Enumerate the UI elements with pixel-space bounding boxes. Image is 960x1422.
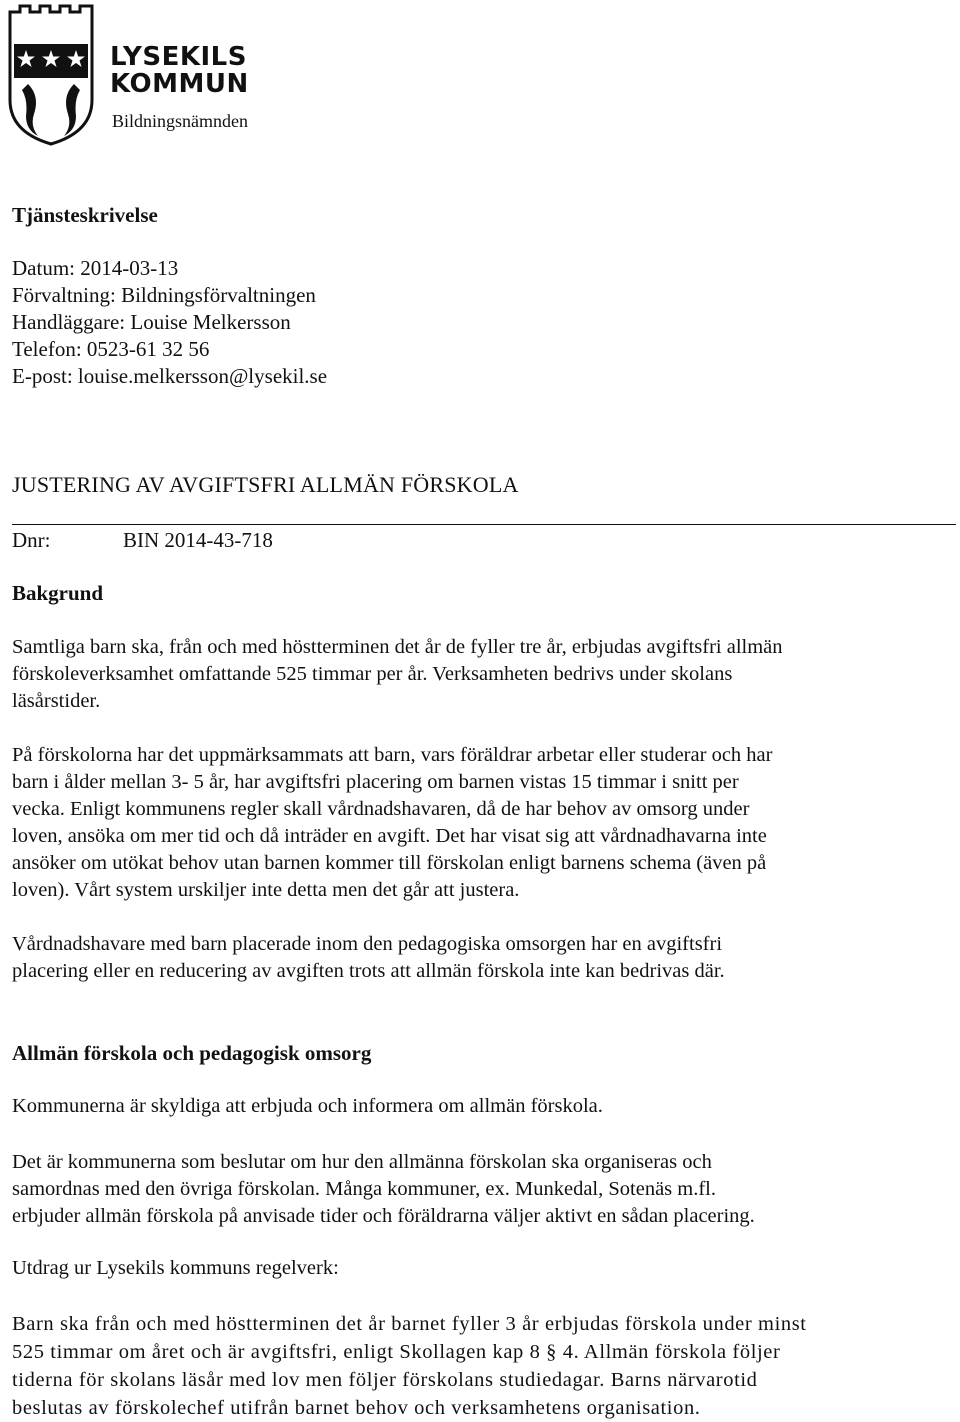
paragraph-line: loven, ansöka om mer tid och då inträder en avgift. Det har visat sig att vårdnadhavarna inte <box>12 825 767 847</box>
paragraph-line: förskoleverksamhet omfattande 525 timmar per år. Verksamheten bedrivs under skolans <box>12 663 733 685</box>
organization-name <box>110 44 249 98</box>
section-heading-general-preschool: Allmän förskola och pedagogisk omsorg <box>12 1041 372 1065</box>
paragraph-1 <box>12 634 947 715</box>
paragraph-line: Barn ska från och med höstterminen det år barnet fyller 3 år erbjudas förskola under minst <box>12 1313 807 1335</box>
paragraph-line: samordnas med den övriga förskolan. Många kommuner, ex. Munkedal, Sotenäs m.fl. <box>12 1178 716 1200</box>
document-title: JUSTERING AV AVGIFTSFRI ALLMÄN FÖRSKOLA <box>12 472 519 497</box>
document-type: Tjänsteskrivelse <box>12 203 158 227</box>
paragraph-line: tiderna för skolans läsår med lov men följer förskolans studiedagar. Barns närvarotid <box>12 1369 758 1391</box>
paragraph-line: Vårdnadshavare med barn placerade inom den pedagogiska omsorgen har en avgiftsfri <box>12 933 723 955</box>
meta-department: Förvaltning: Bildningsförvaltningen <box>12 283 316 307</box>
department-name: Bildningsnämnden <box>112 111 248 131</box>
dnr-value: BIN 2014-43-718 <box>123 528 273 552</box>
paragraph-line: placering eller en reducering av avgiften trots att allmän förskola inte kan bedrivas där. <box>12 960 725 982</box>
meta-email: E-post: louise.melkersson@lysekil.se <box>12 364 328 388</box>
paragraph-5 <box>12 1149 947 1230</box>
paragraph-line: barn i ålder mellan 3- 5 år, har avgiftsfri placering om barnen vistas 15 timmar i snitt per <box>12 771 739 793</box>
paragraph-line: Samtliga barn ska, från och med höstterminen det år de fyller tre år, erbjudas avgiftsfri allmän <box>12 636 783 658</box>
paragraph-line: ansöker om utökat behov utan barnen kommer till förskolan enligt barnens schema (även på <box>12 852 767 874</box>
paragraph-line: erbjuder allmän förskola på anvisade tider och föräldrarna väljer aktivt en sådan placering. <box>12 1205 755 1227</box>
paragraph-line: På förskolorna har det uppmärksammats att barn, vars föräldrar arbetar eller studerar och har <box>12 744 773 766</box>
meta-handler: Handläggare: Louise Melkersson <box>12 310 291 334</box>
organization-name-line1: LYSEKILS <box>110 42 247 72</box>
section-heading-background: Bakgrund <box>12 581 104 605</box>
paragraph-4: Kommunerna är skyldiga att erbjuda och informera om allmän förskola. <box>12 1095 603 1117</box>
title-divider <box>12 524 956 525</box>
paragraph-line: 525 timmar om året och är avgiftsfri, enligt Skollagen kap 8 § 4. Allmän förskola följer <box>12 1341 781 1363</box>
organization-name-line2: KOMMUN <box>110 69 249 99</box>
paragraph-line: vecka. Enligt kommunens regler skall vårdnadshavaren, då de har behov av omsorg under <box>12 798 750 820</box>
paragraph-2 <box>12 742 947 904</box>
paragraph-line: läsårstider. <box>12 690 101 712</box>
paragraph-line: Det är kommunerna som beslutar om hur den allmänna förskolan ska organiseras och <box>12 1151 712 1173</box>
paragraph-line: beslutas av förskolechef utifrån barnet behov och verksamhetens organisation. <box>12 1397 701 1419</box>
paragraph-6: Utdrag ur Lysekils kommuns regelverk: <box>12 1257 339 1279</box>
meta-date: Datum: 2014-03-13 <box>12 256 179 280</box>
paragraph-3 <box>12 931 947 985</box>
municipality-coat-of-arms <box>6 4 96 146</box>
meta-phone: Telefon: 0523-61 32 56 <box>12 337 210 361</box>
dnr-label: Dnr: <box>12 528 51 552</box>
paragraph-line: loven). Vårt system urskiljer inte detta men det går att justera. <box>12 879 520 901</box>
regulation-excerpt <box>12 1310 952 1422</box>
